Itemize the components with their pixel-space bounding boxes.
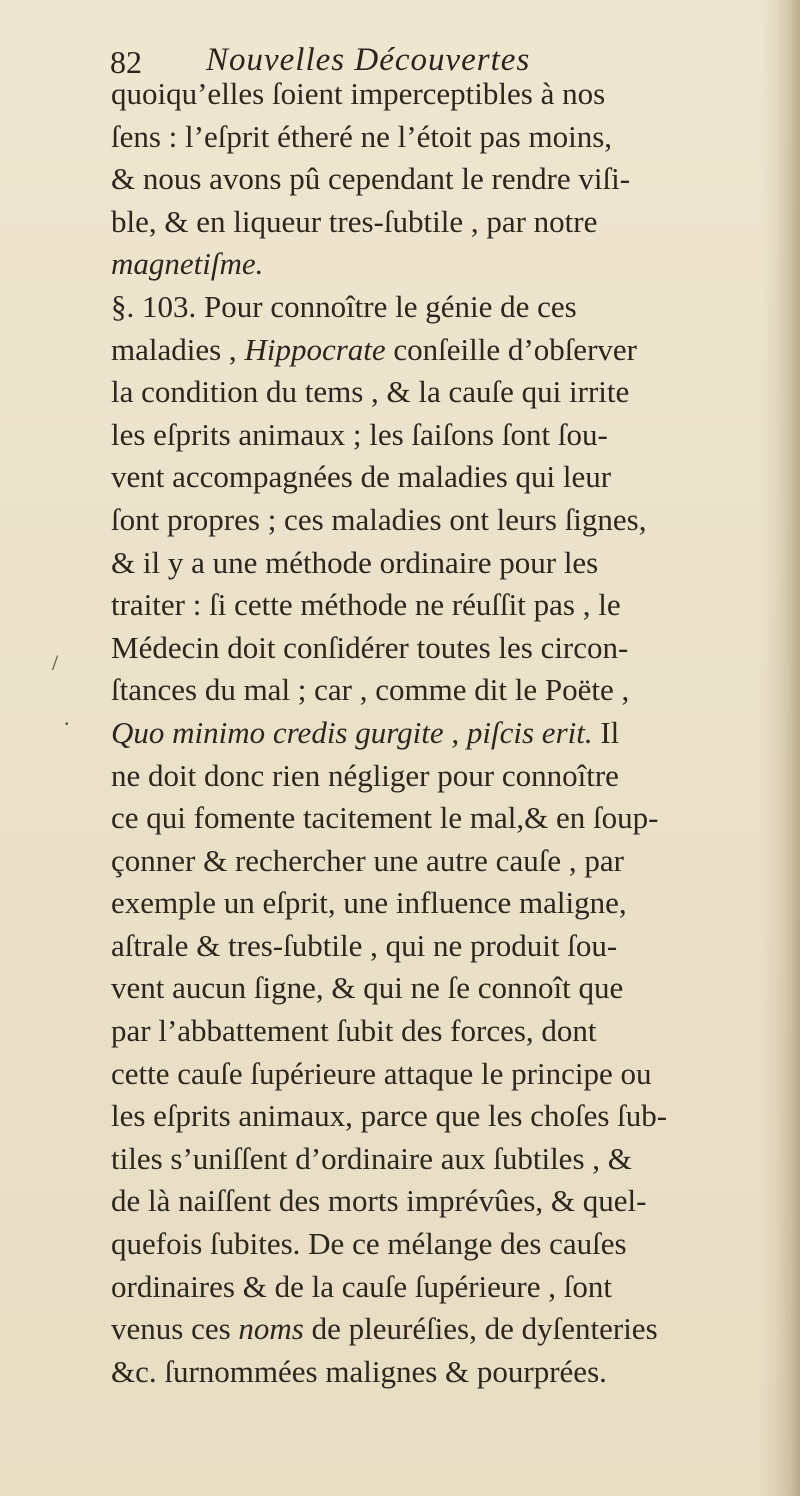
text-segment: vent accompagnées de maladies qui leur xyxy=(111,459,612,495)
italic-text: Quo minimo credis gurgite , piſcis erit. xyxy=(111,714,593,750)
text-line xyxy=(111,456,771,499)
text-line xyxy=(111,925,771,968)
text-segment: &c. ſurnommées malignes & pourprées. xyxy=(111,1353,607,1389)
text-segment: cette cauſe ſupérieure attaque le principe ou xyxy=(111,1055,652,1091)
text-line xyxy=(111,840,771,883)
text-segment: par l’abbattement ſubit des forces, dont xyxy=(111,1013,597,1049)
text-segment: les eſprits animaux ; les ſaiſons ſont ſou- xyxy=(111,416,608,452)
text-line xyxy=(111,1308,771,1351)
text-segment: de pleuréſies, de dyſenteries xyxy=(303,1311,658,1347)
text-segment: de là naiſſent des morts imprévûes, & quel- xyxy=(111,1183,647,1219)
text-line xyxy=(111,712,771,755)
text-line xyxy=(111,882,771,925)
text-line xyxy=(111,499,771,542)
text-line xyxy=(111,797,771,840)
text-line xyxy=(111,1266,771,1309)
text-segment: ce qui fomente tacitement le mal,& en ſoup- xyxy=(111,800,659,836)
text-segment: & il y a une méthode ordinaire pour les xyxy=(111,544,599,580)
text-line xyxy=(111,967,771,1010)
text-line xyxy=(111,627,771,670)
text-line xyxy=(111,669,771,712)
text-segment: tiles s’uniſſent d’ordinaire aux ſubtiles , & xyxy=(111,1140,632,1176)
page-edge-shadow xyxy=(778,0,800,1496)
text-segment: Il xyxy=(592,714,620,750)
text-line xyxy=(111,1180,771,1223)
text-line xyxy=(111,158,771,201)
text-segment: ble, & en liqueur tres-ſubtile , par notre xyxy=(111,203,598,239)
text-line xyxy=(111,1053,771,1096)
text-line xyxy=(111,371,771,414)
text-segment: ſtances du mal ; car , comme dit le Poëte , xyxy=(111,672,630,708)
text-segment: ſont propres ; ces maladies ont leurs ſignes, xyxy=(111,501,647,537)
text-segment: Médecin doit conſidérer toutes les circon- xyxy=(111,629,629,665)
text-line xyxy=(111,1010,771,1053)
text-segment: les eſprits animaux, parce que les choſes ſub- xyxy=(111,1098,668,1134)
text-segment: venus ces xyxy=(111,1311,239,1347)
margin-mark-dot: . xyxy=(64,705,70,730)
text-line xyxy=(111,1351,771,1394)
text-line xyxy=(111,414,771,457)
text-line xyxy=(111,116,771,159)
text-segment: ſens : l’eſprit étheré ne l’étoit pas moins, xyxy=(111,118,613,154)
running-title: Nouvelles Découvertes xyxy=(206,42,531,78)
text-line xyxy=(111,243,771,286)
text-segment: traiter : ſi cette méthode ne réuſſit pas , le xyxy=(111,587,621,623)
text-segment: vent aucun ſigne, & qui ne ſe connoît que xyxy=(111,970,624,1006)
text-line xyxy=(111,286,771,329)
body-text xyxy=(111,73,771,1393)
text-segment: §. 103. Pour connoître le génie de ces xyxy=(111,288,577,324)
margin-mark-slash: / xyxy=(52,650,59,675)
text-line xyxy=(111,1138,771,1181)
text-line xyxy=(111,755,771,798)
text-line xyxy=(111,201,771,244)
text-line xyxy=(111,542,771,585)
text-segment: exemple un eſprit, une influence maligne, xyxy=(111,885,627,921)
text-segment: maladies , xyxy=(111,331,245,367)
text-segment: ne doit donc rien négliger pour connoître xyxy=(111,757,619,793)
text-line xyxy=(111,584,771,627)
italic-text: noms xyxy=(238,1311,304,1347)
text-segment: ordinaires & de la cauſe ſupérieure , ſont xyxy=(111,1268,612,1304)
text-segment: & nous avons pû cependant le rendre viſi- xyxy=(111,161,631,197)
text-line xyxy=(111,73,771,116)
italic-text: magnetiſme. xyxy=(111,246,264,282)
text-segment: quefois ſubites. De ce mélange des cauſes xyxy=(111,1226,627,1262)
text-segment: aſtrale & tres-ſubtile , qui ne produit ſou- xyxy=(111,927,618,963)
text-segment: conſeille d’obſerver xyxy=(385,331,637,367)
text-segment: quoiqu’elles ſoient imperceptibles à nos xyxy=(111,76,606,111)
text-segment: la condition du tems , & la cauſe qui irrite xyxy=(111,374,630,410)
text-line xyxy=(111,1223,771,1266)
text-line xyxy=(111,1095,771,1138)
text-segment: çonner & rechercher une autre cauſe , par xyxy=(111,842,624,878)
italic-text: Hippocrate xyxy=(244,331,386,367)
text-line xyxy=(111,329,771,372)
page-number: 82 xyxy=(110,44,142,80)
